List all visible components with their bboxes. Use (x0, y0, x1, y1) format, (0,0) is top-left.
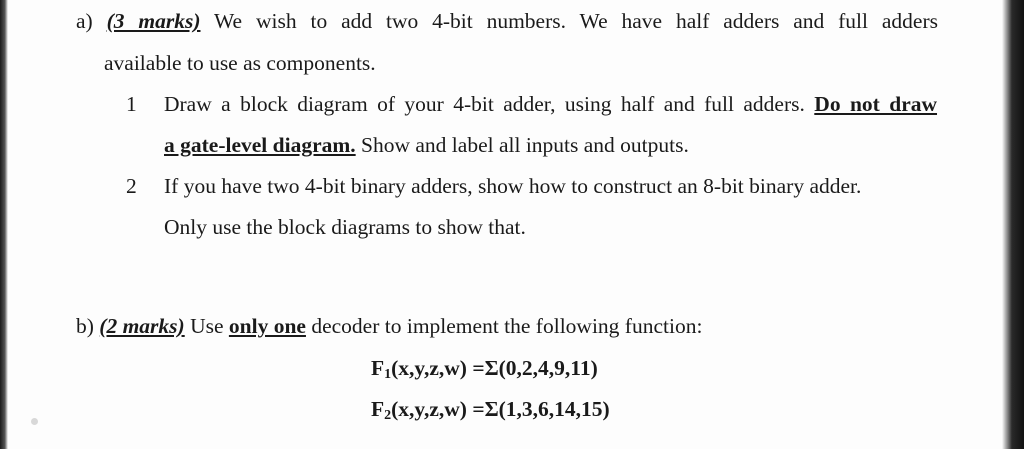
part-a-marks: (3 marks) (106, 9, 201, 33)
part-b-text-after: decoder to implement the following function: (311, 314, 703, 338)
function-f2 (371, 396, 610, 429)
part-b-emphasis: only one (228, 314, 306, 338)
part-a-line-1 (76, 8, 938, 34)
part-a-intro-text: We wish to add two 4-bit numbers. We have half adders and full adders (213, 9, 938, 33)
item-1-line-2 (164, 132, 689, 158)
part-b-label: b) (76, 314, 94, 338)
item-1-emphasis: Do not draw (814, 92, 938, 116)
function-f2-expression: (x,y,z,w) =Σ(1,3,6,14,15) (391, 397, 610, 421)
page-right-edge-shadow (1002, 0, 1024, 449)
function-f1-name: F (371, 356, 385, 380)
item-1-instruction: Show and label all inputs and outputs. (361, 133, 689, 157)
part-b-marks: (2 marks) (99, 314, 185, 338)
part-a-label: a) (76, 9, 93, 33)
function-f2-name: F (371, 397, 385, 421)
item-2-line-1: If you have two 4-bit binary adders, show how to construct an 8-bit binary adder. (164, 174, 862, 198)
function-f1-expression: (x,y,z,w) =Σ(0,2,4,9,11) (391, 356, 598, 380)
part-a-line-2: available to use as components. (104, 51, 376, 75)
item-1-text: Draw a block diagram of your 4-bit adder, using half and full adders. (164, 92, 805, 116)
margin-dot (31, 418, 38, 425)
item-1-line-1 (164, 91, 937, 117)
item-1-number: 1 (126, 92, 137, 116)
function-f1-subscript: 1 (384, 367, 392, 382)
item-1-emphasis-continued: a gate-level diagram. (164, 133, 356, 157)
page-left-edge-shadow (0, 0, 8, 449)
item-2-number: 2 (126, 174, 137, 198)
part-b-line-1 (76, 313, 702, 339)
function-f1 (371, 355, 598, 388)
part-b-text-before: Use (190, 314, 224, 338)
function-f2-subscript: 2 (384, 408, 392, 423)
item-2-line-2: Only use the block diagrams to show that. (164, 215, 526, 239)
